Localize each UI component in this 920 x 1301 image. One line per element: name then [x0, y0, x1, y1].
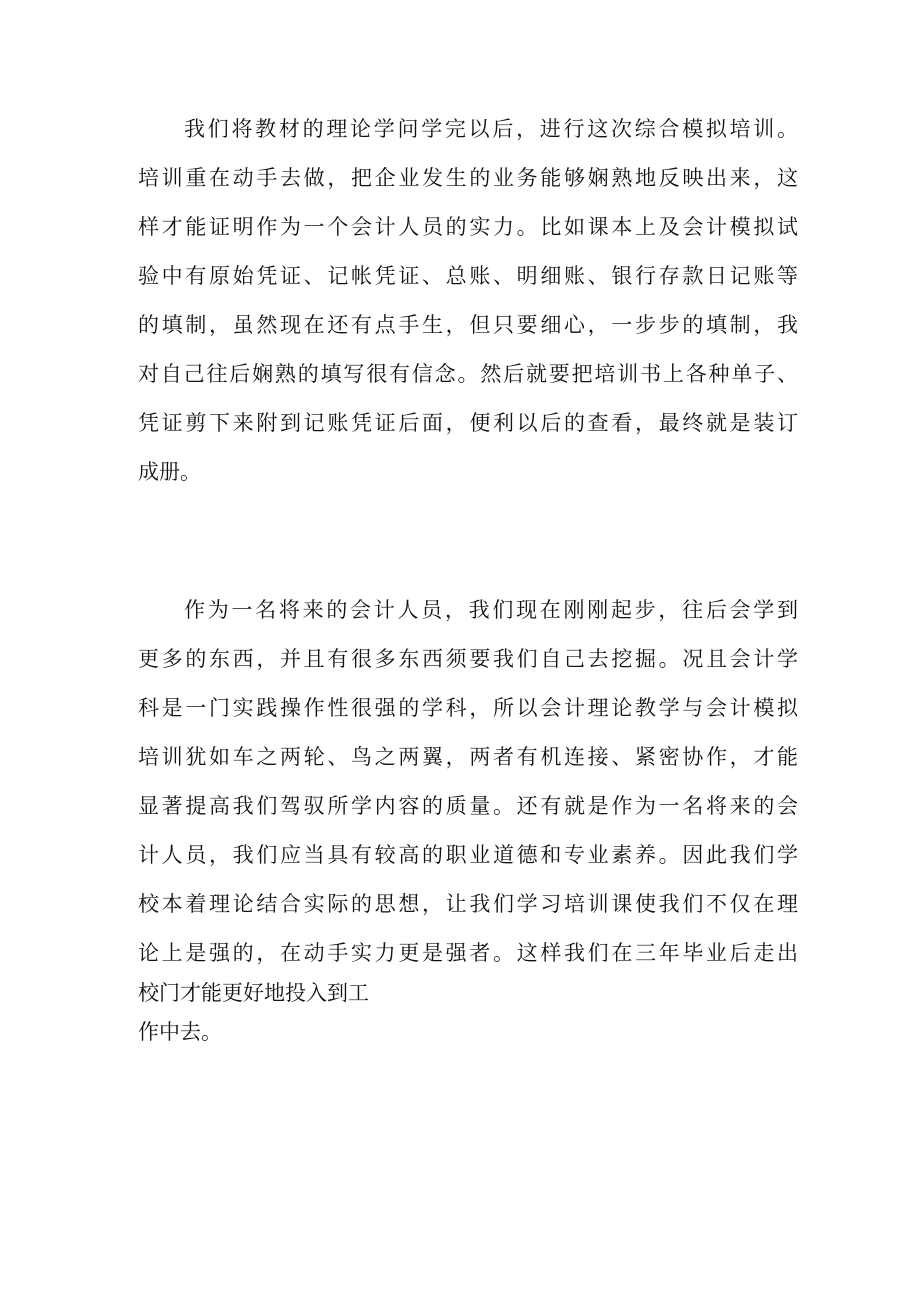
paragraph-line: 培训犹如车之两轮、鸟之两翼，两者有机连接、紧密协作，才能 [138, 745, 798, 769]
paragraph-line: 作为一名将来的会计人员，我们现在刚刚起步，往后会学到 [184, 598, 798, 622]
paragraph-1 [138, 105, 798, 497]
paragraph-line: 凭证剪下来附到记账凭证后面，便利以后的查看，最终就是装订 [138, 411, 798, 435]
paragraph-line: 验中有原始凭证、记帐凭证、总账、明细账、银行存款日记账等 [138, 264, 798, 288]
paragraph-line: 校门才能更好地投入到工 [138, 981, 369, 1005]
paragraph-line: 的填制，虽然现在还有点手生，但只要细心，一步步的填制，我 [138, 313, 798, 337]
paragraph-line: 我们将教材的理论学问学完以后，进行这次综合模拟培训。 [184, 117, 798, 141]
paragraph-line: 计人员，我们应当具有较高的职业道德和专业素养。因此我们学 [138, 843, 798, 867]
paragraph-line: 对自己往后娴熟的填写很有信念。然后就要把培训书上各种单子、 [138, 362, 798, 386]
paragraph-line: 成册。 [138, 460, 201, 484]
paragraph-line: 更多的东西，并且有很多东西须要我们自己去挖掘。况且会计学 [138, 647, 798, 671]
paragraph-line: 显著提高我们驾驭所学内容的质量。还有就是作为一名将来的会 [138, 794, 798, 818]
paragraph-line: 校本着理论结合实际的思想，让我们学习培训课使我们不仅在理 [138, 892, 798, 916]
paragraph-line: 培训重在动手去做，把企业发生的业务能够娴熟地反映出来，这 [138, 166, 798, 190]
paragraph-line: 作中去。 [138, 1020, 222, 1044]
paragraph-line: 科是一门实践操作性很强的学科，所以会计理论教学与会计模拟 [138, 696, 798, 720]
paragraph-line: 样才能证明作为一个会计人员的实力。比如课本上及会计模拟试 [138, 215, 798, 239]
paragraph-line: 论上是强的，在动手实力更是强者。这样我们在三年毕业后走出 [138, 941, 798, 965]
paragraph-2 [138, 586, 798, 1057]
